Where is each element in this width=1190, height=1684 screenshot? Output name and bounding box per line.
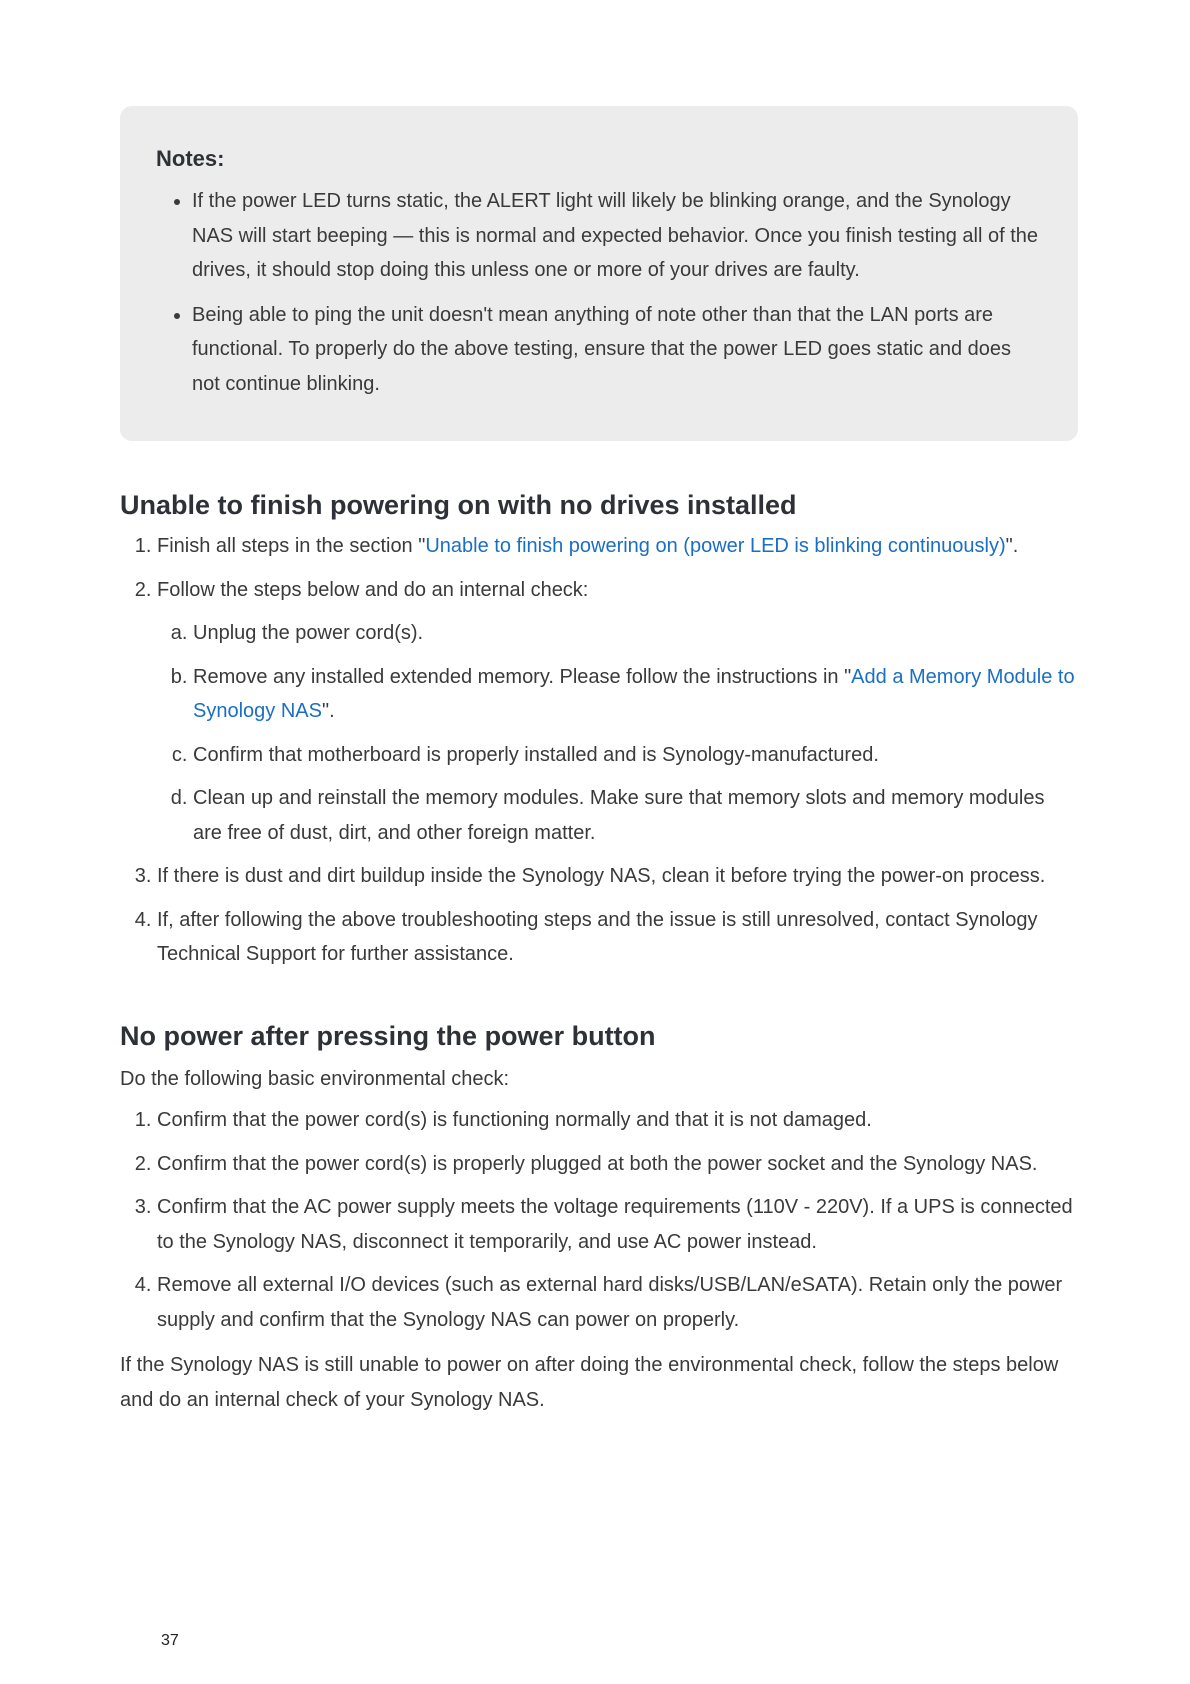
notes-list [156, 184, 1042, 401]
list-item [157, 573, 1078, 851]
step-text: ". [321, 700, 335, 722]
list-item: 4. Remove all external I/O devices (such as external hard disks/USB/LAN/eSATA). Retain only the power supply and confirm that the Synology NAS can power on properly. [157, 1268, 1078, 1337]
step-text: Follow the steps below and do an internal check: [157, 578, 589, 601]
list-item [157, 529, 1078, 564]
link-unable-finish-powering-on[interactable]: Unable to finish powering on (power LED is blinking continuously) [425, 535, 1006, 557]
list-item: 1. Confirm that the power cord(s) is functioning normally and that it is not damaged. [157, 1103, 1078, 1138]
notes-title: Notes: [156, 146, 225, 171]
page-content [120, 106, 1078, 1417]
environmental-check-list [120, 1103, 1078, 1337]
internal-check-substeps [157, 616, 1078, 850]
notes-item: • Being able to ping the unit doesn't mean anything of note other than that the LAN ports are functional. To properly do the above testing, ensure that the power LED goes static and does not continue blinking. [192, 298, 1042, 402]
list-item: 3. Confirm that the AC power supply meets the voltage requirements (110V - 220V). If a UPS is connected to the Synology NAS, disconnect it temporarily, and use AC power instead. [157, 1190, 1078, 1259]
section-intro: Do the following basic environmental check: [120, 1067, 510, 1090]
no-drives-steps-list [120, 529, 1078, 972]
step-text: Remove any installed extended memory. Please follow the instructions in " [193, 665, 852, 688]
notes-box [120, 106, 1078, 441]
list-item: 4. If, after following the above troubleshooting steps and the issue is still unresolved, contact Synology Technical Support for further assistance. [157, 903, 1078, 972]
list-item: 3. If there is dust and dirt buildup inside the Synology NAS, clean it before trying the power-on process. [157, 859, 1078, 894]
page-number: 37 [161, 1632, 179, 1649]
closing-paragraph: If the Synology NAS is still unable to power on after doing the environmental check, follow the steps below and do an internal check of your Synology NAS. [120, 1354, 1059, 1411]
step-text: Finish all steps in the section " [157, 535, 426, 557]
list-item [193, 660, 1078, 729]
list-item: c. Confirm that motherboard is properly installed and is Synology-manufactured. [193, 738, 1078, 773]
section-heading-no-power: No power after pressing the power button [120, 1020, 656, 1051]
link-add-memory-module[interactable]: Add a Memory Module to Synology NAS [193, 665, 1075, 722]
list-item: 2. Confirm that the power cord(s) is properly plugged at both the power socket and the Synology NAS. [157, 1147, 1078, 1182]
step-text: ". [1005, 535, 1019, 557]
list-item: d. Clean up and reinstall the memory modules. Make sure that memory slots and memory modules are free of dust, dirt, and other foreign matter. [193, 781, 1078, 850]
list-item: a. Unplug the power cord(s). [193, 616, 1078, 651]
section-heading-no-drives: Unable to finish powering on with no drives installed [120, 490, 797, 520]
notes-item: • If the power LED turns static, the ALERT light will likely be blinking orange, and the Synology NAS will start beeping — this is normal and expected behavior. Once you finish testing all of the drives, it should stop doing this unless one or more of your drives are faulty. [192, 184, 1042, 288]
